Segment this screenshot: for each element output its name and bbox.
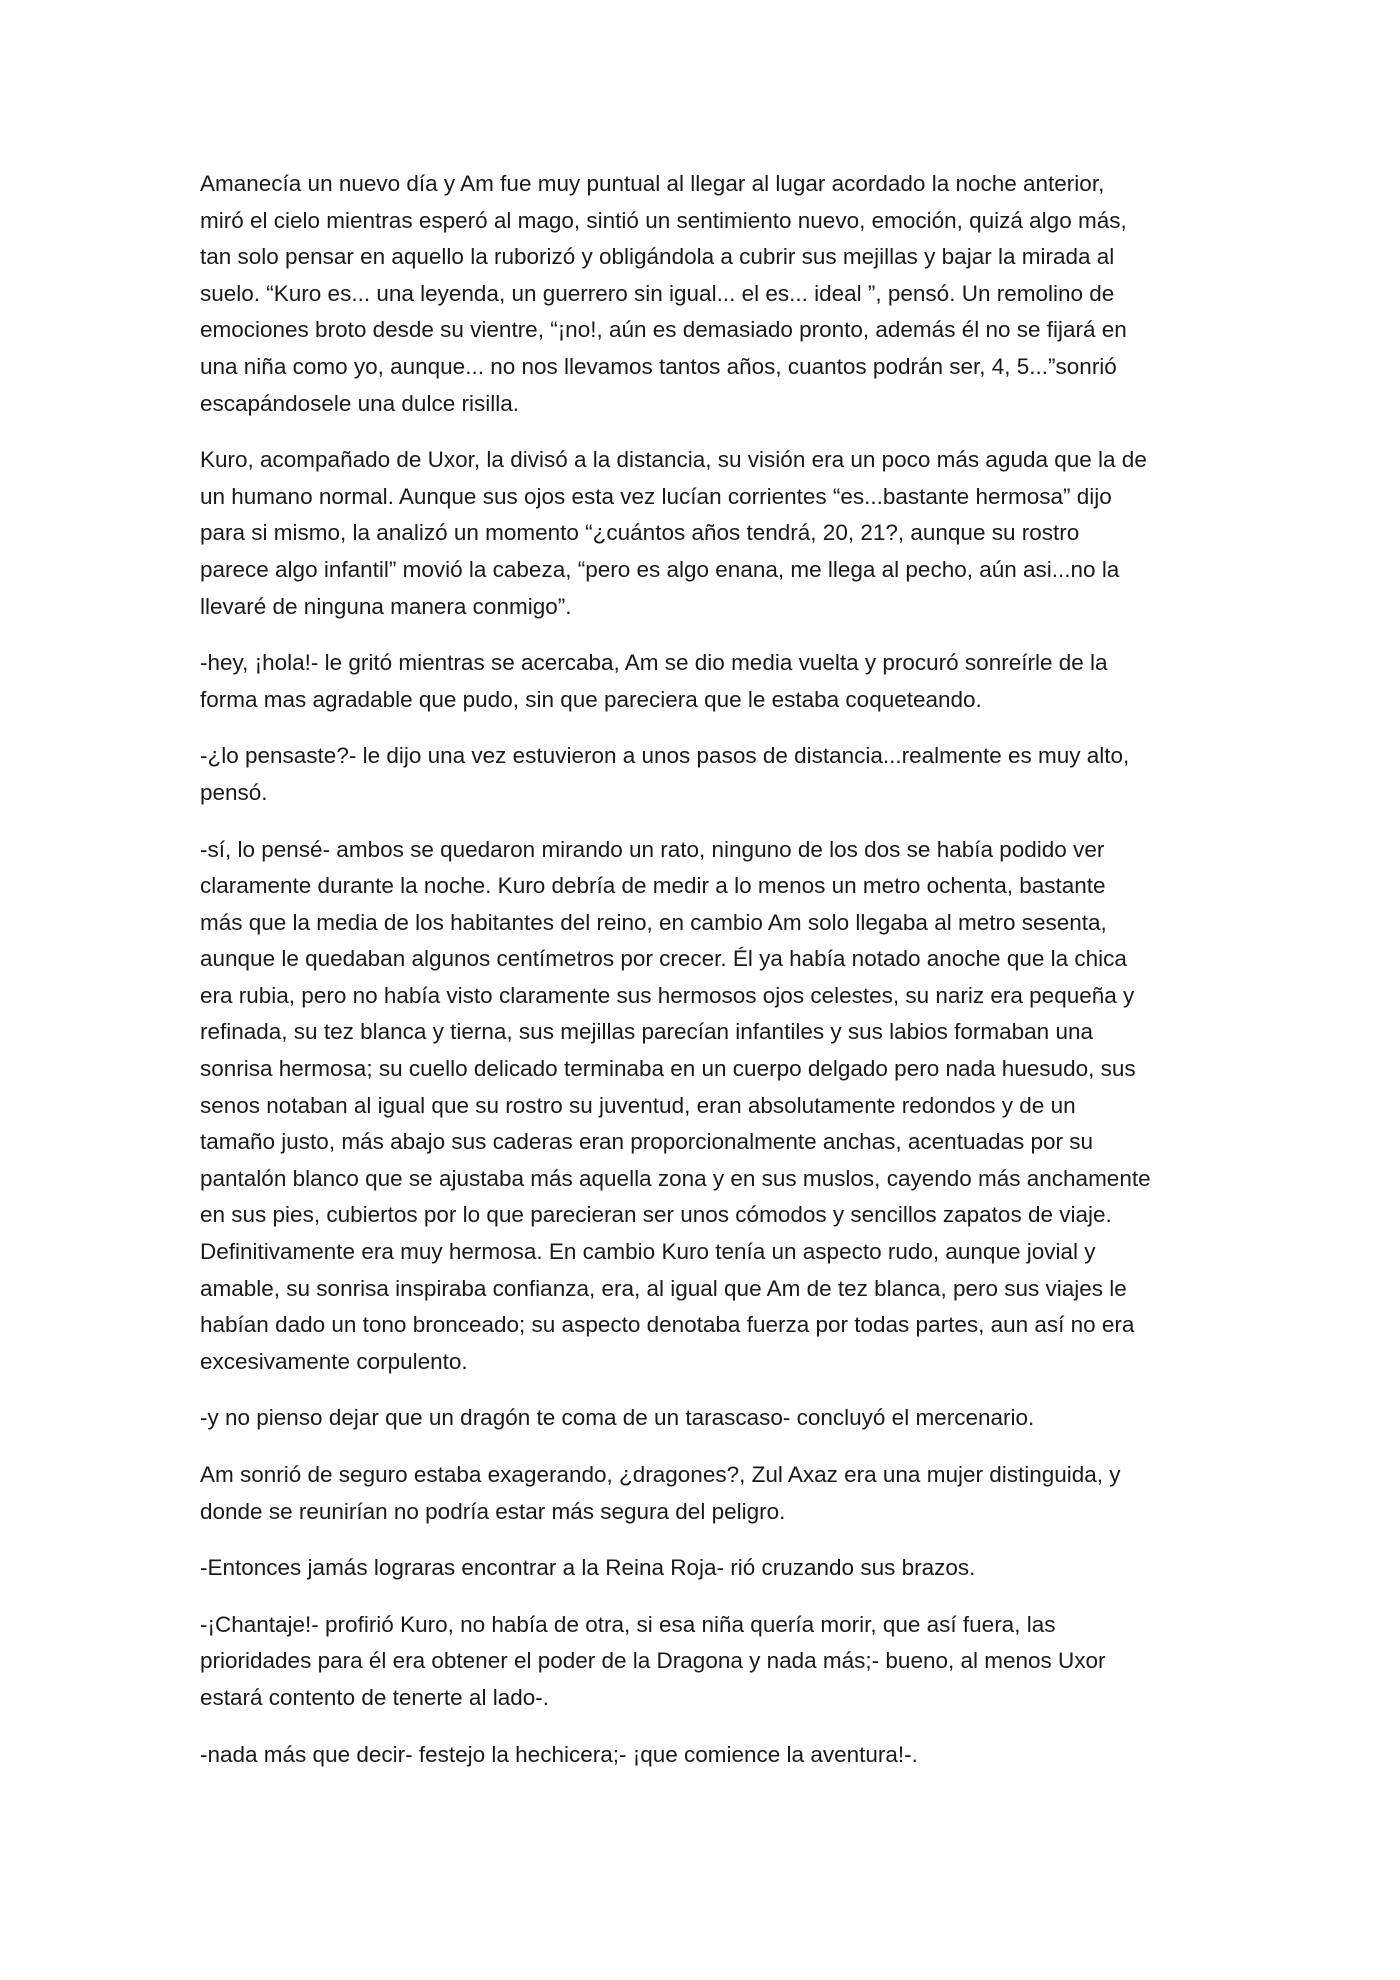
text-line: -Entonces jamás lograras encontrar a la Reina Roja- rió cruzando sus brazos. (200, 1555, 976, 1581)
text-line: tan solo pensar en aquello la ruborizó y obligándola a cubrir sus mejillas y bajar la mirada al (200, 244, 1115, 270)
paragraph-8 (200, 1550, 1188, 1587)
text-line: sonrisa hermosa; su cuello delicado terminaba en un cuerpo delgado pero nada huesudo, sus (200, 1056, 1136, 1082)
text-line: Amanecía un nuevo día y Am fue muy puntual al llegar al lugar acordado la noche anterior, (200, 171, 1105, 196)
text-line: escapándosele una dulce risilla. (200, 390, 519, 416)
text-line: para si mismo, la analizó un momento “¿cuántos años tendrá, 20, 21?, aunque su rostro (200, 520, 1080, 546)
paragraph-7 (200, 1457, 1188, 1530)
text-line: estará contento de tenerte al lado-. (200, 1684, 549, 1710)
text-line: miró el cielo mientras esperó al mago, sintió un sentimiento nuevo, emoción, quizá algo más, (200, 207, 1127, 233)
paragraph-10 (200, 1737, 1188, 1774)
text-line: -¡Chantaje!- profirió Kuro, no había de otra, si esa niña quería morir, que así fuera, las (200, 1611, 1056, 1637)
text-line: -y no pienso dejar que un dragón te coma de un tarascaso- concluyó el mercenario. (200, 1405, 1035, 1431)
text-line: emociones broto desde su vientre, “¡no!, aún es demasiado pronto, además él no se fijará en (200, 317, 1127, 343)
text-line: prioridades para él era obtener el poder de la Dragona y nada más;- bueno, al menos Uxor (200, 1648, 1106, 1674)
text-line: -¿lo pensaste?- le dijo una vez estuvieron a unos pasos de distancia...realmente es muy alto, (200, 743, 1130, 769)
text-line: pensó. (200, 779, 268, 805)
text-line: -hey, ¡hola!- le gritó mientras se acercaba, Am se dio media vuelta y procuró sonreírle de la (200, 650, 1108, 676)
text-line: una niña como yo, aunque... no nos llevamos tantos años, cuantos podrán ser, 4, 5...”sonrió (200, 353, 1117, 379)
text-line: Am sonrió de seguro estaba exagerando, ¿dragones?, Zul Axaz era una mujer distinguida, y (200, 1462, 1121, 1487)
text-line: más que la media de los habitantes del reino, en cambio Am solo llegaba al metro sesenta, (200, 909, 1107, 935)
paragraph-5 (200, 832, 1188, 1381)
text-line: -nada más que decir- festejo la hechicera;- ¡que comience la aventura!-. (200, 1741, 918, 1767)
text-line: senos notaban al igual que su rostro su juventud, eran absolutamente redondos y de un (200, 1092, 1076, 1118)
paragraph-2 (200, 442, 1188, 625)
paragraph-4 (200, 738, 1188, 811)
text-line: amable, su sonrisa inspiraba confianza, era, al igual que Am de tez blanca, pero sus viajes le (200, 1275, 1127, 1301)
text-line: Kuro, acompañado de Uxor, la divisó a la distancia, su visión era un poco más aguda que la de (200, 447, 1147, 473)
text-line: pantalón blanco que se ajustaba más aquella zona y en sus muslos, cayendo más anchamente (200, 1165, 1151, 1191)
text-line: suelo. “Kuro es... una leyenda, un guerrero sin igual... el es... ideal ”, pensó. Un remolino de (200, 280, 1115, 306)
text-line: Definitivamente era muy hermosa. En cambio Kuro tenía un aspecto rudo, aunque jovial y (200, 1239, 1096, 1265)
text-line: en sus pies, cubiertos por lo que parecieran ser unos cómodos y sencillos zapatos de viaje. (200, 1202, 1112, 1228)
text-line: aunque le quedaban algunos centímetros por crecer. Él ya había notado anoche que la chica (200, 946, 1127, 972)
text-line: -sí, lo pensé- ambos se quedaron mirando un rato, ninguno de los dos se había podido ver (200, 836, 1105, 862)
text-line: era rubia, pero no había visto claramente sus hermosos ojos celestes, su nariz era pequeña y (200, 982, 1135, 1008)
text-line: claramente durante la noche. Kuro debría de medir a lo menos un metro ochenta, bastante (200, 873, 1106, 899)
text-line: habían dado un tono bronceado; su aspecto denotaba fuerza por todas partes, aun así no era (200, 1312, 1135, 1338)
text-line: refinada, su tez blanca y tierna, sus mejillas parecían infantiles y sus labios formaban una (200, 1019, 1093, 1045)
text-line: un humano normal. Aunque sus ojos esta vez lucían corrientes “es...bastante hermosa” dijo (200, 483, 1112, 509)
text-line: donde se reunirían no podría estar más segura del peligro. (200, 1498, 786, 1524)
text-line: tamaño justo, más abajo sus caderas eran proporcionalmente anchas, acentuadas por su (200, 1129, 1094, 1155)
paragraph-1 (200, 166, 1188, 422)
text-line: parece algo infantil” movió la cabeza, “pero es algo enana, me llega al pecho, aún asi...no la (200, 556, 1120, 582)
paragraph-9 (200, 1607, 1188, 1717)
text-line: forma mas agradable que pudo, sin que pareciera que le estaba coqueteando. (200, 686, 982, 712)
paragraph-6 (200, 1400, 1188, 1437)
text-line: excesivamente corpulento. (200, 1348, 468, 1374)
document-body (200, 166, 1188, 1793)
paragraph-3 (200, 645, 1188, 718)
text-line: llevaré de ninguna manera conmigo”. (200, 593, 572, 619)
